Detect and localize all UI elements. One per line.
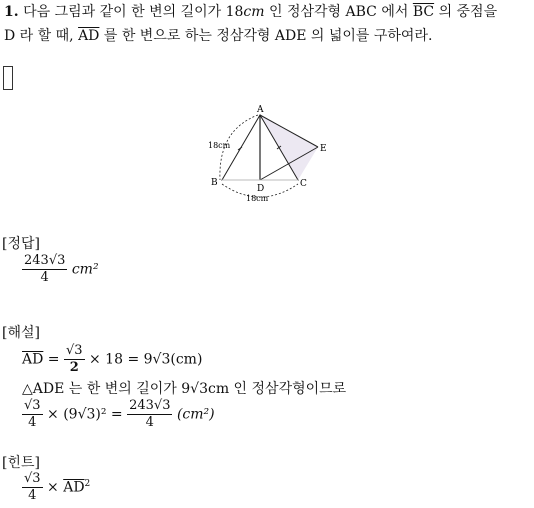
answer-unit: cm²	[71, 261, 99, 278]
problem-text-b: 인 정삼각형 ABC 에서	[269, 4, 409, 20]
answer-input-box[interactable]	[3, 66, 13, 90]
label-b: B	[211, 178, 218, 188]
answer-denominator: 4	[40, 270, 49, 285]
problem-number: 1.	[4, 4, 19, 20]
solution-ad: $\overline{AD}$	[22, 351, 44, 368]
label-c: C	[300, 179, 307, 189]
answer-expression	[22, 254, 99, 285]
problem-text-e: 를 한 변으로 하는 정삼각형 ADE 의 넓이를 구하여라.	[103, 28, 433, 44]
hint-exponent: 2	[84, 478, 91, 489]
answer-fraction	[22, 254, 67, 285]
solution-fraction-3	[127, 399, 172, 430]
solution-line-1-rest: × 18 = 9√3(cm)	[89, 351, 203, 368]
hint-ad: $\overline{AD}$	[63, 479, 85, 496]
hint-fraction-num: √3	[24, 471, 41, 486]
side-length: 18	[225, 4, 244, 20]
solution-unit: (cm²)	[176, 406, 215, 423]
solution-equals: =	[47, 351, 60, 368]
side-length-label: 18cm	[208, 141, 231, 150]
hint-expression	[22, 472, 90, 503]
solution-heading: [해설]	[2, 325, 40, 341]
solution-fraction-2-num: √3	[24, 398, 41, 413]
problem-line-1	[4, 4, 497, 20]
solution-line-1	[22, 344, 202, 375]
hint-times: ×	[47, 479, 59, 496]
hint-fraction-den: 4	[28, 488, 37, 503]
problem-text-d: D 라 할 때,	[4, 28, 74, 44]
segment-ad: $\overline{AD}$	[78, 28, 100, 44]
solution-fraction-1-num: √3	[65, 343, 83, 358]
triangle-figure	[200, 100, 335, 206]
side-unit: cm	[243, 4, 265, 20]
solution-fraction-2	[22, 399, 43, 430]
solution-fraction-3-den: 4	[145, 415, 154, 430]
triangle-ade-fill	[260, 115, 318, 180]
label-e: E	[320, 144, 327, 154]
answer-heading: [정답]	[2, 236, 40, 252]
label-a: A	[257, 105, 264, 115]
hint-fraction	[22, 472, 43, 503]
solution-fraction-1	[64, 344, 85, 375]
solution-fraction-2-den: 4	[28, 415, 37, 430]
base-length-label: 18cm	[246, 194, 269, 203]
solution-line-3-mid: × (9√3)² =	[47, 406, 123, 423]
hint-heading: [힌트]	[2, 455, 40, 471]
solution-line-2: △ADE 는 한 변의 길이가 9√3cm 인 정삼각형이므로	[22, 381, 347, 397]
problem-text-c: 의 중점을	[438, 4, 498, 20]
label-d: D	[257, 184, 265, 194]
problem-text-a: 다음 그림과 같이 한 변의 길이가	[23, 4, 222, 20]
segment-bc: $\overline{BC}$	[412, 4, 435, 20]
solution-line-3	[22, 399, 215, 430]
solution-fraction-3-num: 243√3	[129, 398, 171, 413]
problem-line-2	[4, 28, 432, 44]
solution-fraction-1-den: 2	[69, 360, 79, 375]
answer-numerator: 243√3	[24, 253, 66, 268]
